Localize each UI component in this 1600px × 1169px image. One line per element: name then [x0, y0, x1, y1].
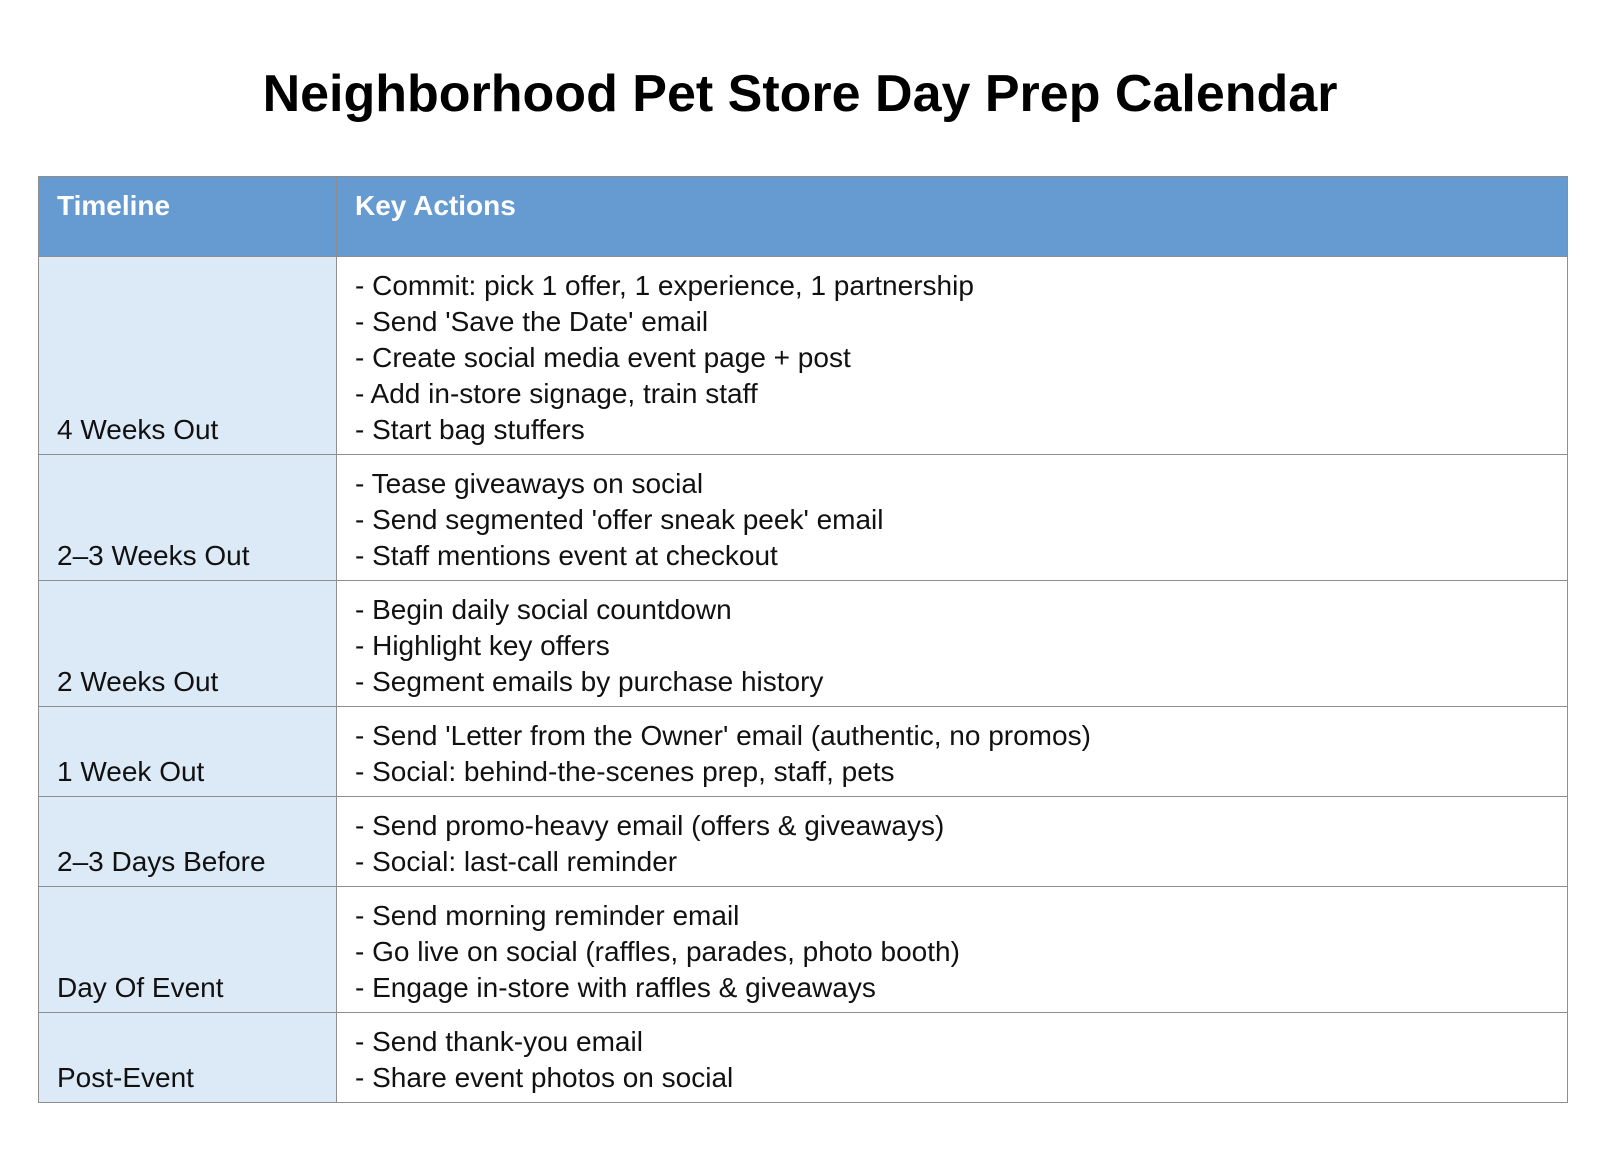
- action-item: - Social: behind-the-scenes prep, staff, pets: [355, 756, 895, 787]
- action-item: - Begin daily social countdown: [355, 594, 732, 625]
- action-item: - Send segmented 'offer sneak peek' email: [355, 504, 884, 535]
- action-item: - Staff mentions event at checkout: [355, 540, 778, 571]
- action-item: - Send 'Letter from the Owner' email (authentic, no promos): [355, 720, 1091, 751]
- key-actions-cell: [337, 797, 1568, 887]
- table-row: [39, 455, 1568, 581]
- table-row: [39, 887, 1568, 1013]
- key-actions-cell: [337, 455, 1568, 581]
- header-key-actions: Key Actions: [337, 177, 1568, 257]
- key-actions-cell: [337, 1013, 1568, 1103]
- timeline-cell: 1 Week Out: [39, 707, 337, 797]
- action-item: - Send 'Save the Date' email: [355, 306, 709, 337]
- action-item: - Commit: pick 1 offer, 1 experience, 1 partnership: [355, 270, 974, 301]
- timeline-cell: 2–3 Weeks Out: [39, 455, 337, 581]
- table-row: [39, 257, 1568, 455]
- header-timeline: Timeline: [39, 177, 337, 257]
- action-item: - Create social media event page + post: [355, 342, 851, 373]
- table-row: [39, 797, 1568, 887]
- action-item: - Go live on social (raffles, parades, photo booth): [355, 936, 960, 967]
- timeline-cell: 2–3 Days Before: [39, 797, 337, 887]
- table-header-row: [39, 177, 1568, 257]
- action-item: - Add in-store signage, train staff: [355, 378, 758, 409]
- prep-calendar-table: [38, 176, 1568, 1103]
- action-item: - Highlight key offers: [355, 630, 610, 661]
- timeline-cell: 4 Weeks Out: [39, 257, 337, 455]
- key-actions-cell: [337, 581, 1568, 707]
- action-item: - Segment emails by purchase history: [355, 666, 824, 697]
- table-row: [39, 707, 1568, 797]
- action-item: - Tease giveaways on social: [355, 468, 704, 499]
- table-row: [39, 581, 1568, 707]
- key-actions-cell: [337, 707, 1568, 797]
- table-row: [39, 1013, 1568, 1103]
- timeline-cell: 2 Weeks Out: [39, 581, 337, 707]
- timeline-cell: Post-Event: [39, 1013, 337, 1103]
- page-title: Neighborhood Pet Store Day Prep Calendar: [262, 65, 1338, 123]
- action-item: - Social: last-call reminder: [355, 846, 678, 877]
- key-actions-cell: [337, 257, 1568, 455]
- table-body: [39, 257, 1568, 1103]
- action-item: - Send morning reminder email: [355, 900, 740, 931]
- key-actions-cell: [337, 887, 1568, 1013]
- action-item: - Send thank-you email: [355, 1026, 643, 1057]
- action-item: - Engage in-store with raffles & giveaways: [355, 972, 876, 1003]
- action-item: - Share event photos on social: [355, 1062, 734, 1093]
- timeline-cell: Day Of Event: [39, 887, 337, 1013]
- action-item: - Start bag stuffers: [355, 414, 585, 445]
- action-item: - Send promo-heavy email (offers & giveaways): [355, 810, 945, 841]
